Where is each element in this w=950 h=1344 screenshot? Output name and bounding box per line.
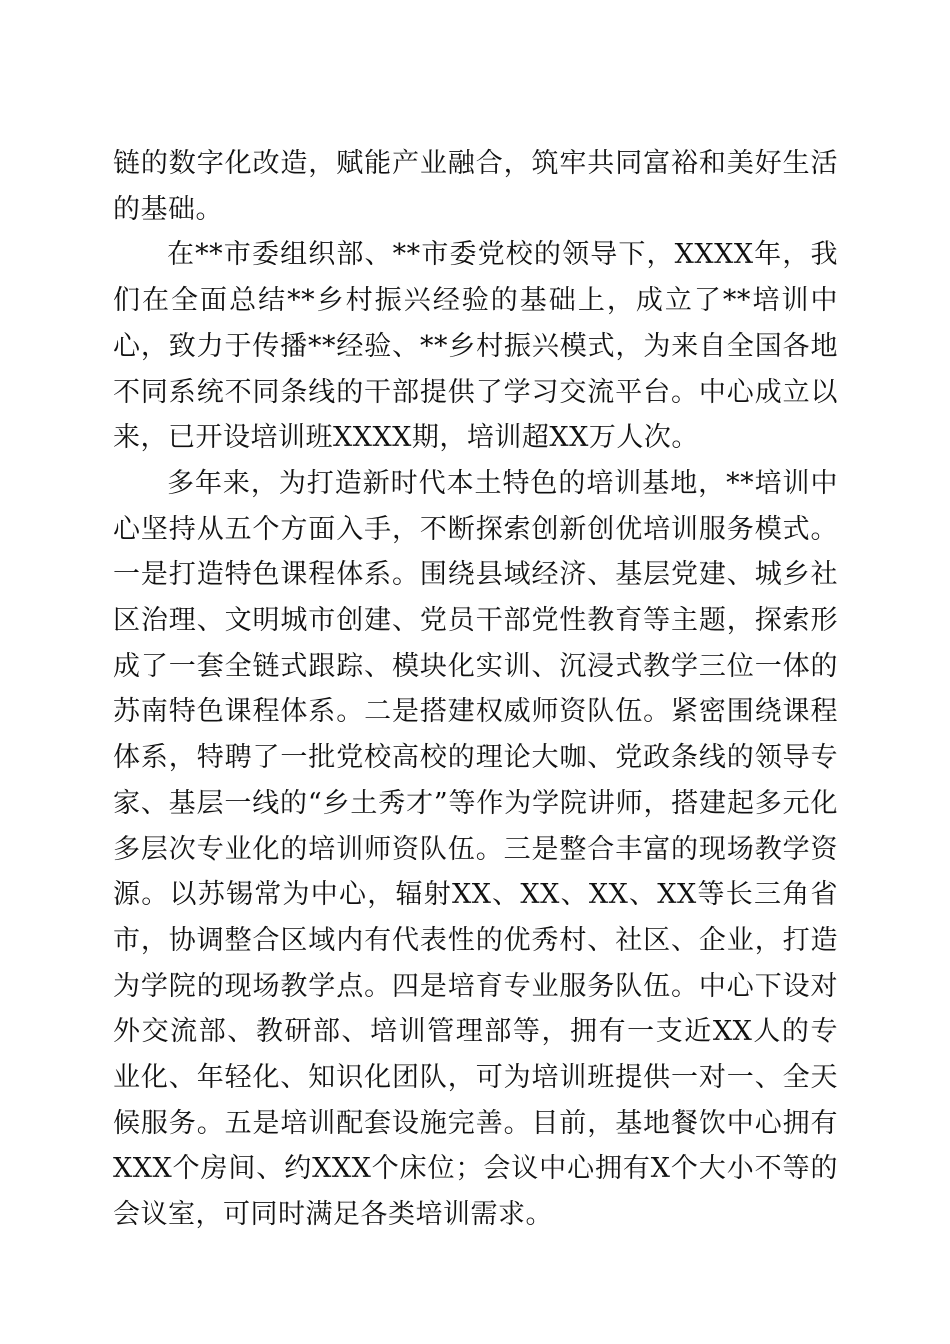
paragraph-training-center-founding: 在**市委组织部、**市委党校的领导下，XXXX年，我们在全面总结**乡村振兴经验的基础上，成立了**培训中心，致力于传播**经验、**乡村振兴模式，为来自全国各地不同系统不同条线的干部提供了学习交流平台。中心成立以来，已开设培训班XXXX期，培训超XX万人次。 [113, 239, 838, 454]
paragraph-continuation: 链的数字化改造，赋能产业融合，筑牢共同富裕和美好生活的基础。 [113, 148, 838, 225]
document-body [113, 141, 838, 1238]
paragraph-five-aspects: 多年来，为打造新时代本土特色的培训基地，**培训中心坚持从五个方面入手，不断探索创新创优培训服务模式。一是打造特色课程体系。围绕县域经济、基层党建、城乡社区治理、文明城市创建、党员干部党性教育等主题，探索形成了一套全链式跟踪、模块化实训、沉浸式教学三位一体的苏南特色课程体系。二是搭建权威师资队伍。紧密围绕课程体系，特聘了一批党校高校的理论大咖、党政条线的领导专家、基层一线的“乡土秀才”等作为学院讲师，搭建起多元化多层次专业化的培训师资队伍。三是整合丰富的现场教学资源。以苏锡常为中心，辐射XX、XX、XX、XX等长三角省市，协调整合区域内有代表性的优秀村、社区、企业，打造为学院的现场教学点。四是培育专业服务队伍。中心下设对外交流部、教研部、培训管理部等，拥有一支近XX人的专业化、年轻化、知识化团队，可为培训班提供一对一、全天候服务。五是培训配套设施完善。目前，基地餐饮中心拥有XXX个房间、约XXX个床位；会议中心拥有X个大小不等的会议室，可同时满足各类培训需求。 [113, 467, 838, 1231]
